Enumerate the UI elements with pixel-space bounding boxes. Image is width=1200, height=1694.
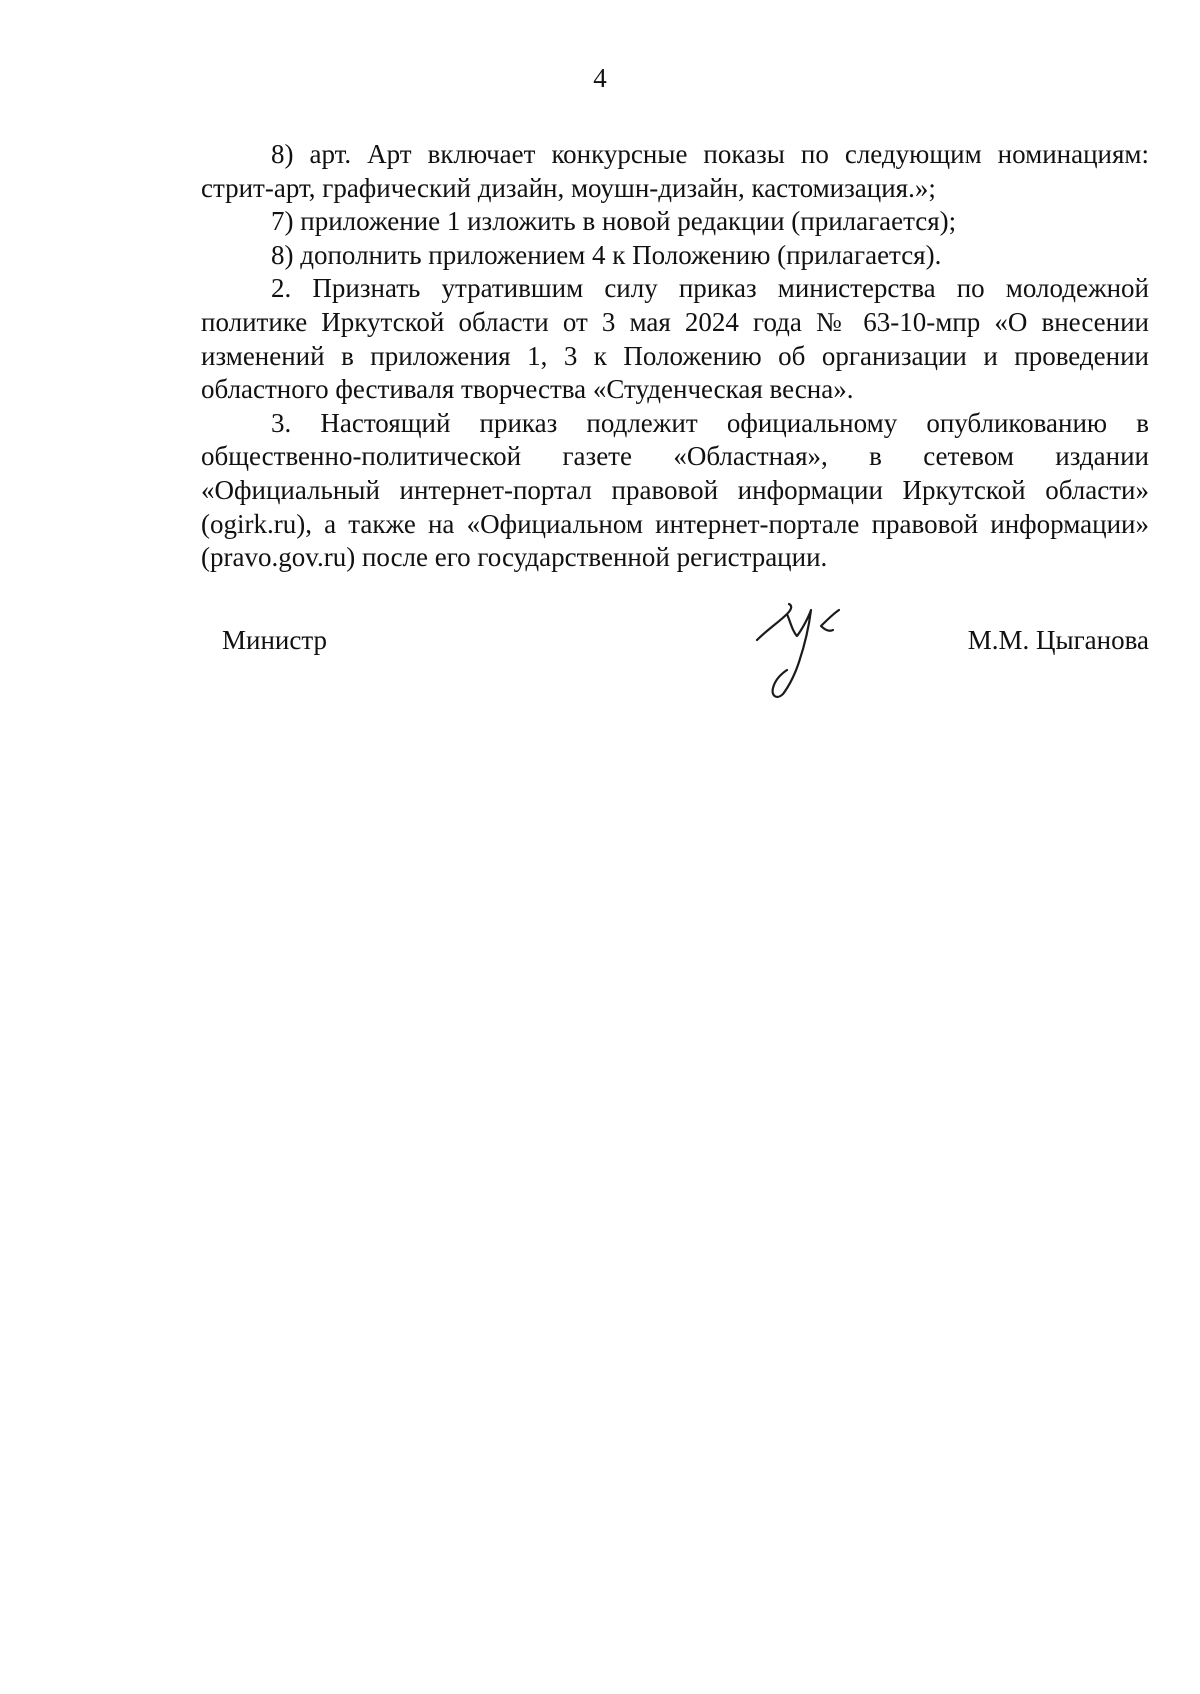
document-body bbox=[201, 138, 1149, 575]
signer-title: Министр bbox=[222, 625, 327, 655]
signature-stroke-main bbox=[757, 604, 811, 697]
signature-block bbox=[201, 622, 1149, 712]
paragraph-item-8-art: 8) арт. Арт включает конкурсные показы по следующим номинациям: стрит-арт, графический дизайн, моушн-дизайн, кастомизация.»; bbox=[201, 139, 1149, 203]
signature-stroke-tail bbox=[821, 610, 839, 631]
paragraph-clause-2: 2. Признать утратившим силу приказ министерства по молодежной политике Иркутской области от 3 мая 2024 года № 63-10-мпр «О внесении изменений в приложения 1, 3 к Положению об организации и проведении областного фестиваля творчества «Студенческая весна». bbox=[201, 273, 1149, 405]
paragraph-item-7-appendix: 7) приложение 1 изложить в новой редакции (прилагается); bbox=[271, 206, 957, 237]
paragraph-clause-3: 3. Настоящий приказ подлежит официальному опубликованию в общественно-политической газете «Областная», в сетевом издании «Официальный интернет-портал правовой информации Иркутской области» (ogirk.ru), а также на «Официальном интернет-портале правовой информации» (pravo.gov.ru) после его государственной регистрации. bbox=[201, 407, 1149, 573]
signer-name: М.М. Цыганова bbox=[967, 625, 1149, 655]
page-number: 4 bbox=[593, 63, 607, 93]
handwritten-signature-icon bbox=[749, 600, 859, 718]
paragraph-item-8-supplement: 8) дополнить приложением 4 к Положению (прилагается). bbox=[271, 239, 942, 270]
